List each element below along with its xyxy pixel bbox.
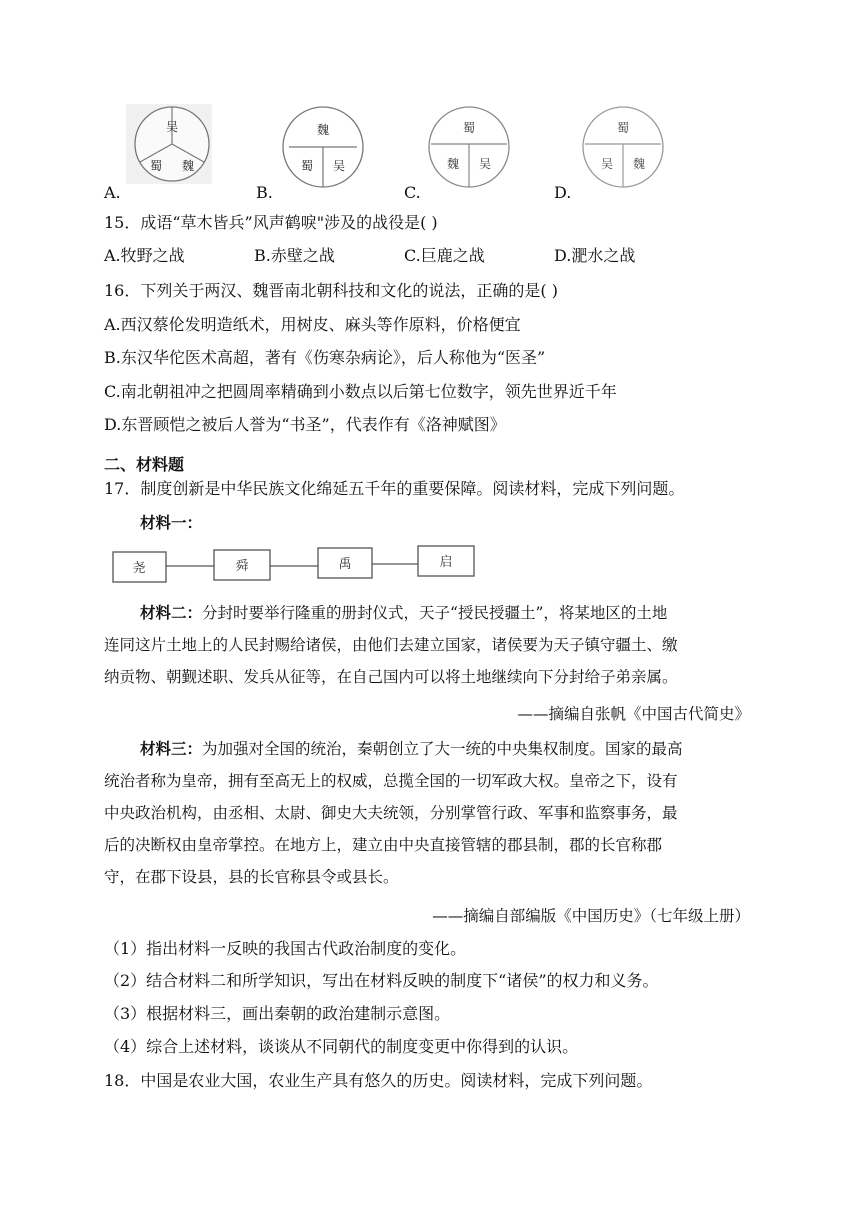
q15-option-a[interactable]: A.牧野之战 [104,246,185,265]
option-a-label[interactable]: A. [104,183,121,202]
q17-stem: 17．制度创新是中华民族文化绵延五千年的重要保障。阅读材料，完成下列问题。 [104,479,685,498]
option-b-left: 蜀 [300,159,314,173]
option-a-left: 蜀 [149,159,163,173]
material-2-text-1: 分封时要举行隆重的册封仪式，天子“授民授疆土”，将某地区的土地 [202,604,668,622]
q16-option-a[interactable]: A.西汉蔡伦发明造纸术，用树皮、麻头等作原料，价格便宜 [104,315,521,334]
material-2-line-2: 连同这片土地上的人民封赐给诸侯，由他们去建立国家，诸侯要为天子镇守疆土、缴 [104,636,678,654]
option-d-right: 魏 [632,157,646,171]
option-b-right: 吴 [332,159,346,173]
option-d-left: 吴 [600,157,614,171]
option-d-top: 蜀 [616,121,630,135]
flow-node-yao: 尧 [132,561,146,576]
material-3-text-1: 为加强对全国的统治，秦朝创立了大一统的中央集权制度。国家的最高 [202,740,683,758]
q15-option-c[interactable]: C.巨鹿之战 [404,246,485,265]
material-3-line-3: 中央政治机构，由丞相、太尉、御史大夫统领，分别掌管行政、军事和监察事务，最 [104,804,678,822]
material-3-label: 材料三： [140,739,203,758]
section-heading: 二、材料题 [104,455,185,474]
q16-stem: 16．下列关于两汉、魏晋南北朝科技和文化的说法，正确的是( ) [104,281,558,300]
material-2-source: ——摘编自张帆《中国古代简史》 [517,705,750,723]
material-1-label: 材料一： [140,513,203,532]
option-b-diagram [280,104,366,194]
q17-sub-4: （4）综合上述材料，谈谈从不同朝代的制度变更中你得到的认识。 [104,1037,579,1056]
q16-option-d[interactable]: D.东晋顾恺之被后人誉为“书圣”，代表作有《洛神赋图》 [104,415,506,434]
q16-option-b[interactable]: B.东汉华佗医术高超，著有《伤寒杂病论》，后人称他为“医圣” [104,348,546,367]
option-c-right: 吴 [478,157,492,171]
material-3-line-1 [140,738,683,760]
q17-sub-1: （1）指出材料一反映的我国古代政治制度的变化。 [104,939,467,958]
succession-flowchart [112,544,480,590]
q18-stem: 18．中国是农业大国，农业生产具有悠久的历史。阅读材料，完成下列问题。 [104,1071,653,1090]
option-a-top: 吴 [165,120,179,134]
q17-sub-2: （2）结合材料二和所学知识，写出在材料反映的制度下“诸侯”的权力和义务。 [104,971,659,990]
q17-sub-3: （3）根据材料三，画出秦朝的政治建制示意图。 [104,1004,451,1023]
flow-node-qi: 启 [439,555,453,570]
option-a-right: 魏 [181,159,195,173]
option-b-label[interactable]: B. [256,183,273,202]
option-d-diagram [580,104,666,194]
material-2-line-1 [140,602,667,624]
material-3-line-5: 守，在郡下设县，县的长官称县令或县长。 [104,868,399,886]
material-2-line-3: 纳贡物、朝觐述职、发兵从征等，在自己国内可以将土地继续向下分封给子弟亲属。 [104,668,678,686]
material-3-line-4: 后的决断权由皇帝掌控。在地方上，建立由中央直接管辖的郡县制，郡的长官称郡 [104,836,663,854]
option-c-label[interactable]: C. [404,183,421,202]
option-a-diagram [126,104,212,188]
option-b-top: 魏 [316,123,330,137]
q15-stem: 15．成语“草木皆兵”风声鹤唳"涉及的战役是( ) [104,213,438,232]
option-d-label[interactable]: D. [554,183,572,202]
option-c-diagram [426,104,512,194]
q15-option-d[interactable]: D.淝水之战 [554,246,636,265]
material-3-source: ——摘编自部编版《中国历史》（七年级上册） [432,907,750,925]
flow-node-shun: 舜 [235,559,249,574]
option-c-top: 蜀 [462,121,476,135]
q15-option-b[interactable]: B.赤壁之战 [254,246,335,265]
material-2-label: 材料二： [140,603,203,622]
material-3-line-2: 统治者称为皇帝，拥有至高无上的权威，总揽全国的一切军政大权。皇帝之下，设有 [104,772,678,790]
q16-option-c[interactable]: C.南北朝祖冲之把圆周率精确到小数点以后第七位数字，领先世界近千年 [104,382,617,401]
option-c-left: 魏 [446,157,460,171]
flow-node-yu: 禹 [338,557,352,572]
